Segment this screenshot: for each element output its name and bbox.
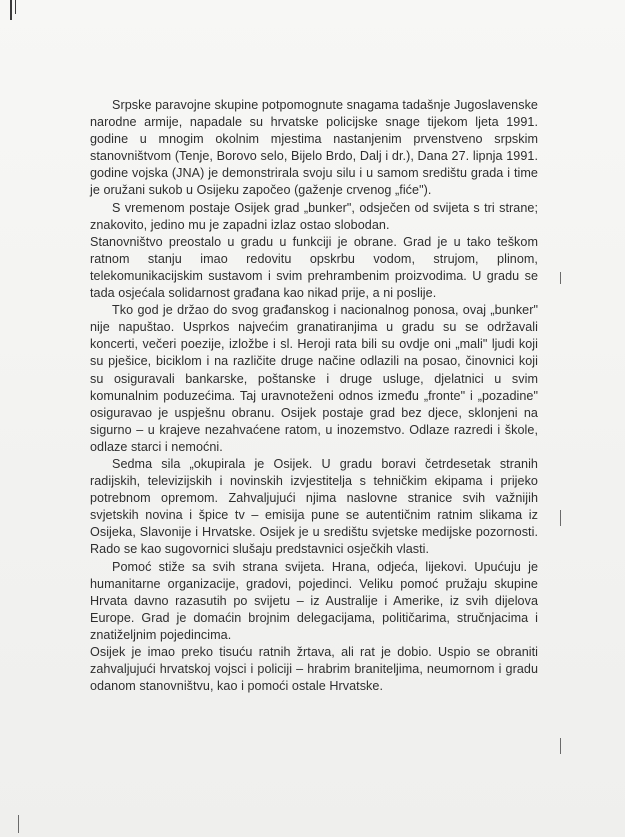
scan-edge-mark	[10, 0, 12, 20]
scan-edge-mark	[15, 0, 16, 14]
margin-rule	[560, 510, 561, 526]
margin-rule	[18, 815, 19, 833]
paragraph-conclusion: Osijek je imao preko tisuću ratnih žrtava, ali rat je dobio. Uspio se obraniti zahvaljujući hrvatskoj vojsci i policiji – hrabrim braniteljima, neumornom i gradu odanom stanovništvu, kao i pomoći ostale Hrvatske.	[90, 645, 538, 694]
paragraph-civilians: Tko god je držao do svog građanskog i nacionalnog ponosa, ovaj „bunker" nije napuštao. Usprkos najvećim granatiranjima u gradu su se održavali koncerti, večeri poezije, izložbe i sl. Heroji rata bili su ovdje oni „mali" ljudi koji su pješice, biciklom i na različite druge načine odlazili na posao, činovnici koji su osiguravali bankarske, poštanske i druge usluge, djelatnici u svim komunalnim poduzećima. Taj uravnoteženi odnos između „fronte" i „pozadine" osiguravao je uspješnu obranu. Osijek postaje grad bez djece, sklonjeni na sigurno – u krajeve nezahvaćene ratom, u inozemstvo. Odlaze razredi i škole, odlaze starci i nemoćni.	[90, 303, 538, 454]
paragraph-aid: Pomoć stiže sa svih strana svijeta. Hrana, odjeća, lijekovi. Upućuju je humanitarne organizacije, gradovi, pojedinci. Veliku pomoć pružaju skupine Hrvata davno razasutih po svijetu – iz Australije i Amerike, iz svih dijelova Europe. Grad je domaćin brojnim delegacijama, političarima, stručnjacima i znatiželjnim pojedincima.	[90, 559, 538, 642]
document-body	[90, 97, 538, 695]
margin-rule	[560, 738, 561, 754]
paragraph-media: Sedma sila „okupirala je Osijek. U gradu boravi četrdesetak stranih radijskih, televizijskih i novinskih izvjestitelja s tehničkim ekipama i prijeko potrebnom opremom. Zahvaljujući njima naslovne stranice svih važnijih svjetskih novina i špice tv – emisija pune se autentičnim ratnim slikama iz Osijeka, Slavonije i Hrvatske. Osijek je u središtu svjetske medijske pozornosti. Rado se kao sugovornici slušaju predstavnici osječkih vlasti.	[90, 456, 538, 557]
paragraph-bunker: S vremenom postaje Osijek grad „bunker", odsječen od svijeta s tri strane; znakovito, jedino mu je zapadni izlaz ostao slobodan.	[90, 200, 538, 232]
margin-rule	[560, 272, 561, 284]
paragraph-intro: Srpske paravojne skupine potpomognute snagama tadašnje Jugoslavenske narodne armije, napadale su hrvatske policijske snage tijekom ljeta 1991. godine u mnogim okolnim mjestima nastanjenim prvenstveno srpskim stanovništvom (Tenje, Borovo selo, Bijelo Brdo, Dalj i dr.), Dana 27. lipnja 1991. godine vojska (JNA) je demonstrirala svoju silu i u samom središtu grada i time je oružani sukob u Osijeku započeo (gaženje crvenog „fiće").	[90, 98, 538, 198]
paragraph-population: Stanovništvo preostalo u gradu u funkciji je obrane. Grad je u tako teškom ratnom stanju imao redovitu opskrbu vodom, strujom, plinom, telekomunikacijskim sustavom i svim prehrambenim proizvodima. U gradu se tada osjećala solidarnost građana kao nikad prije, a ni poslije.	[90, 234, 538, 301]
